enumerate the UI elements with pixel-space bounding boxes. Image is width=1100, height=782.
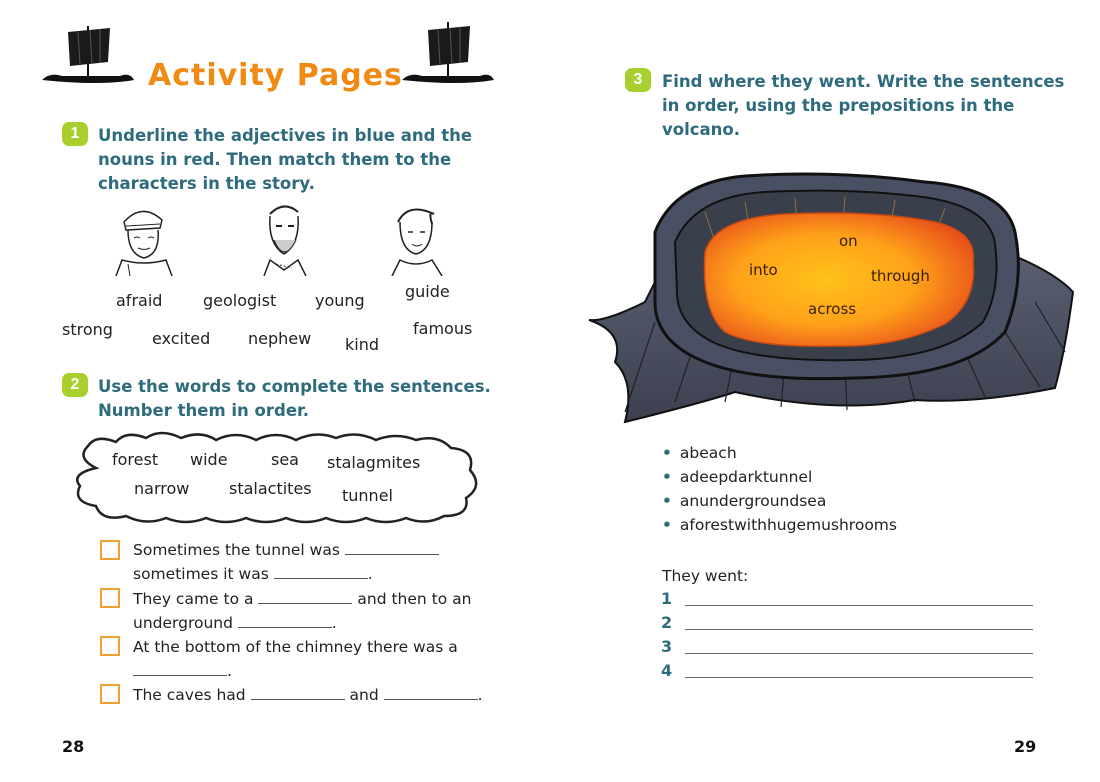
question-1-line: Underline the adjectives in blue and the [98,126,473,145]
sentence-1 [133,538,439,586]
word-excited: excited [152,329,211,348]
answer-blank[interactable] [384,685,478,700]
preposition-on: on [839,232,858,250]
sentence-text: sometimes it was [133,565,269,583]
sentence-text: . [477,686,483,704]
list-item: • abeach [662,444,737,462]
viking-ship-icon [40,22,136,88]
page-title: Activity Pages [148,58,403,93]
word-young: young [315,291,365,310]
answer-blank[interactable] [238,613,332,628]
order-checkbox[interactable] [100,684,120,704]
cloud-word-tunnel: tunnel [342,486,393,505]
cloud-word-narrow: narrow [134,479,190,498]
list-item: • adeepdarktunnel [662,468,813,486]
cloud-word-stalagmites: stalagmites [327,453,421,472]
word-afraid: afraid [116,291,163,310]
sentence-3 [133,635,458,683]
sentence-2 [133,587,471,635]
word-cloud-shape [66,428,486,528]
answer-blank[interactable] [251,685,345,700]
question-number-badge: 2 [62,373,88,397]
answer-line[interactable] [685,677,1033,678]
sentence-4 [133,683,483,707]
character-portrait-old-man [108,200,180,276]
order-checkbox[interactable] [100,540,120,560]
cloud-word-stalactites: stalactites [229,479,312,498]
answer-line[interactable] [685,653,1033,654]
order-checkbox[interactable] [100,588,120,608]
list-item: • anundergroundsea [662,492,827,510]
they-went-label: They went: [662,567,749,585]
sentence-text: At the bottom of the chimney there was a [133,638,458,656]
answer-number: 3 [661,637,673,656]
answer-number: 2 [661,613,673,632]
question-3-line: volcano. [662,120,741,139]
word-famous: famous [413,319,473,338]
word-guide: guide [405,282,450,301]
list-item-text: abeach [679,444,737,462]
question-1-line: characters in the story. [98,174,315,193]
answer-blank[interactable] [345,540,439,555]
answer-blank[interactable] [133,661,227,676]
answer-number: 4 [661,661,673,680]
character-portrait-professor [252,200,318,276]
cloud-word-sea: sea [271,450,299,469]
list-item-text: adeepdarktunnel [679,468,813,486]
question-1-line: nouns in red. Then match them to the [98,150,452,169]
question-3-line: in order, using the prepositions in the [662,96,1015,115]
sentence-text: underground [133,614,233,632]
list-item-text: anundergroundsea [679,492,827,510]
word-kind: kind [345,335,380,354]
question-3-line: Find where they went. Write the sentences [662,72,1065,91]
order-checkbox[interactable] [100,636,120,656]
page-number-right: 29 [1014,737,1037,756]
answer-blank[interactable] [274,564,368,579]
word-nephew: nephew [248,329,312,348]
preposition-into: into [749,261,778,279]
sentence-text: They came to a [133,590,254,608]
sentence-text: and [349,686,379,704]
answer-line[interactable] [685,629,1033,630]
question-number-badge: 1 [62,122,88,146]
sentence-text: . [367,565,373,583]
character-portrait-young-man [384,200,450,276]
question-3-text [662,70,1064,142]
sentence-text: and then to an [357,590,472,608]
question-2-line: Use the words to complete the sentences. [98,377,491,396]
question-1-text [98,124,472,196]
question-number-badge: 3 [625,68,651,92]
preposition-through: through [871,267,930,285]
sentence-text: Sometimes the tunnel was [133,541,340,559]
cloud-word-wide: wide [190,450,228,469]
list-item: • aforestwithhugemushrooms [662,516,897,534]
answer-line[interactable] [685,605,1033,606]
answer-blank[interactable] [258,589,352,604]
word-geologist: geologist [203,291,277,310]
viking-ship-icon [400,18,496,88]
sentence-text: The caves had [133,686,246,704]
question-2-line: Number them in order. [98,401,310,420]
volcano-crater-illustration [585,152,1080,434]
sentence-text: . [331,614,337,632]
preposition-across: across [808,300,857,318]
word-strong: strong [62,320,113,339]
question-2-text [98,375,491,423]
page-number-left: 28 [62,737,85,756]
answer-number: 1 [661,589,673,608]
sentence-text: . [227,662,232,680]
cloud-word-forest: forest [112,450,159,469]
list-item-text: aforestwithhugemushrooms [679,516,897,534]
